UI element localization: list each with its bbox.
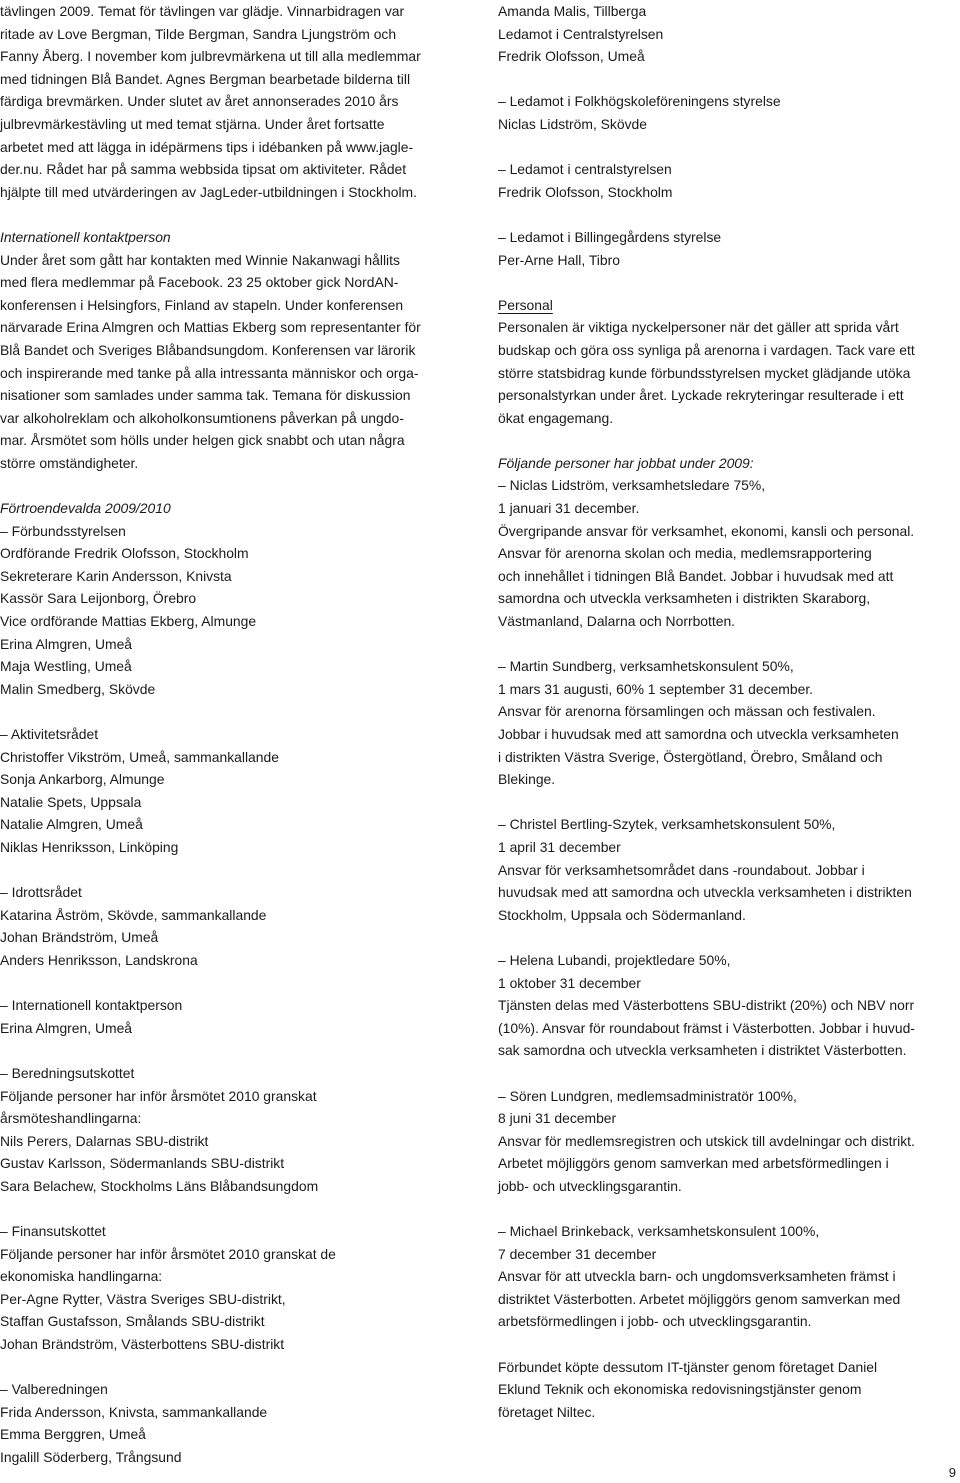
left-text-line: Vice ordförande Mattias Ekberg, Almunge [0, 613, 257, 630]
left-text-line: var alkoholreklam och alkoholkonsumtionens påverkan på ungdo- [0, 409, 404, 426]
left-text-line: Sara Belachew, Stockholms Läns Blåbandsungdom [0, 1177, 319, 1194]
left-text-line: julbrevmärkestävling ut med temat stjärna. Under året fortsatte [0, 115, 385, 132]
right-text-line: Arbetet möjliggörs genom samverkan med arbetsförmedlingen i [498, 1155, 889, 1172]
right-text-line: Förbundet köpte dessutom IT-tjänster genom företaget Daniel [498, 1358, 878, 1375]
left-text-line: Christoffer Vikström, Umeå, sammankallande [0, 748, 279, 765]
paragraph-gap [498, 1333, 960, 1356]
right-text-line: – Sören Lundgren, medlemsadministratör 100%, [498, 1087, 797, 1104]
right-text-line: Eklund Teknik och ekonomiska redovisningstjänster genom [498, 1381, 862, 1398]
right-text-line: Tjänsten delas med Västerbottens SBU-distrikt (20%) och NBV norr [498, 997, 915, 1014]
right-text-line: Ansvar för arenorna skolan och media, medlemsrapportering [498, 545, 872, 562]
left-text-line: Gustav Karlsson, Södermanlands SBU-distrikt [0, 1155, 285, 1172]
paragraph-gap [498, 926, 960, 949]
left-text-line: – Förbundsstyrelsen [0, 522, 126, 539]
left-text-line: Frida Andersson, Knivsta, sammankallande [0, 1403, 268, 1420]
right-text-line: Övergripande ansvar för verksamhet, ekonomi, kansli och personal. [498, 522, 915, 539]
paragraph-gap [0, 1039, 460, 1062]
right-text-line: arbetsförmedlingen i jobb- och utvecklingsgarantin. [498, 1313, 812, 1330]
left-text-line: – Beredningsutskottet [0, 1064, 135, 1081]
right-text-line: sak samordna och utveckla verksamheten i distriktet Västerbotten. [498, 1042, 907, 1059]
right-text-line: Ansvar för medlemsregistren och utskick till avdelningar och distrikt. [498, 1132, 915, 1149]
paragraph-gap [498, 271, 960, 294]
right-text-line: Jobbar i huvudsak med att samordna och utveckla verksamheten [498, 726, 899, 742]
right-text-line: i distrikten Västra Sverige, Östergötland, Örebro, Småland och [498, 748, 883, 765]
left-column [0, 0, 460, 1469]
right-text-line: Ansvar för att utveckla barn- och ungdomsverksamheten främst i [498, 1268, 896, 1285]
left-text-line: tävlingen 2009. Temat för tävlingen var glädje. Vinnarbidragen var [0, 3, 405, 19]
right-text-line: – Ledamot i Billingegårdens styrelse [498, 228, 722, 245]
paragraph-gap [498, 1062, 960, 1085]
right-text-line: Stockholm, Uppsala och Södermanland. [498, 906, 746, 923]
left-text-line: färdiga brevmärken. Under slutet av året annonserades 2010 års [0, 93, 399, 110]
paragraph-gap [498, 1197, 960, 1220]
left-text-line: och inspirerande med tanke på alla intressanta människor och orga- [0, 364, 419, 381]
right-text-line: Västmanland, Dalarna och Norrbotten. [498, 613, 736, 630]
right-text-line: 7 december 31 december [498, 1245, 657, 1262]
left-text-line: Följande personer har inför årsmötet 2010 granskat [0, 1087, 317, 1104]
left-text-line: – Finansutskottet [0, 1223, 106, 1240]
right-text-line: distriktet Västerbotten. Arbetet möjliggörs genom samverkan med [498, 1290, 901, 1307]
left-text-line: Johan Brändström, Umeå [0, 929, 159, 946]
paragraph-gap [0, 972, 460, 995]
right-text-line: – Michael Brinkeback, verksamhetskonsulent 100%, [498, 1223, 820, 1240]
right-text-line: Per-Arne Hall, Tibro [498, 251, 620, 268]
paragraph-gap [0, 203, 460, 226]
right-heading: Personal [498, 296, 553, 313]
paragraph-gap [0, 859, 460, 882]
right-text-line: 1 januari 31 december. [498, 500, 640, 517]
left-text-line: – Internationell kontaktperson [0, 997, 183, 1014]
right-column [498, 0, 960, 1423]
left-text-line: närvarade Erina Almgren och Mattias Ekberg som representanter för [0, 319, 421, 336]
right-text-line: – Martin Sundberg, verksamhetskonsulent 50%, [498, 658, 794, 675]
right-text-line: och innehållet i tidningen Blå Bandet. Jobbar i huvudsak med att [498, 567, 894, 584]
left-text-line: Ingalill Söderberg, Trångsund [0, 1449, 182, 1465]
left-text-line: Natalie Almgren, Umeå [0, 816, 143, 833]
left-text-line: Malin Smedberg, Skövde [0, 680, 156, 697]
right-text-line: 1 oktober 31 december [498, 974, 641, 991]
left-text-line: med tidningen Blå Bandet. Agnes Bergman bearbetade bilderna till [0, 70, 411, 87]
left-text-line: Fanny Åberg. I november kom julbrevmärkena ut till alla medlemmar [0, 48, 421, 65]
left-text-line: Niklas Henriksson, Linköping [0, 838, 179, 855]
left-text-line: nisationer som samlades under samma tak. Temana för diskussion [0, 387, 411, 404]
left-text-line: mar. Årsmötet som hölls under helgen gick snabbt och utan några [0, 432, 405, 449]
left-text-line: Katarina Åström, Skövde, sammankallande [0, 906, 267, 923]
right-text-line: Amanda Malis, Tillberga [498, 3, 647, 19]
left-text-line: Per-Agne Rytter, Västra Sveriges SBU-distrikt, [0, 1290, 286, 1307]
paragraph-gap [498, 429, 960, 452]
left-text-line: Kassör Sara Leijonborg, Örebro [0, 590, 197, 607]
left-heading: Internationell kontaktperson [0, 228, 171, 245]
right-text-line: företaget Niltec. [498, 1403, 596, 1420]
right-text-line: Niclas Lidström, Skövde [498, 115, 647, 132]
left-text-line: ekonomiska handlingarna: [0, 1268, 163, 1285]
right-text-line: samordna och utveckla verksamheten i distrikten Skaraborg, [498, 590, 871, 607]
right-text-line: personalstyrkan under året. Lyckade rekryteringar resulterade i ett [498, 387, 904, 404]
left-text-line: Sonja Ankarborg, Almunge [0, 771, 165, 788]
left-heading: Förtroendevalda 2009/2010 [0, 500, 171, 517]
paragraph-gap [0, 474, 460, 497]
left-text-line: – Aktivitetsrådet [0, 726, 99, 742]
left-text-line: Följande personer har inför årsmötet 2010 granskat de [0, 1245, 336, 1262]
left-text-line: Nils Perers, Dalarnas SBU-distrikt [0, 1132, 209, 1149]
left-text-line: – Valberedningen [0, 1381, 108, 1398]
right-text-line: större statsbidrag kunde förbundsstyrelsen mycket glädjande utöka [498, 364, 911, 381]
paragraph-gap [498, 791, 960, 814]
left-text-line: der.nu. Rådet har på samma webbsida tipsat om aktiviteter. Rådet [0, 161, 407, 178]
left-text-line: årsmöteshandlingarna: [0, 1110, 142, 1127]
right-text-line: Fredrik Olofsson, Stockholm [498, 183, 673, 200]
paragraph-gap [498, 633, 960, 656]
right-text-line: 8 juni 31 december [498, 1110, 617, 1127]
right-text-line: ökat engagemang. [498, 409, 614, 426]
right-text-line: huvudsak med att samordna och utveckla verksamheten i distrikten [498, 884, 912, 901]
left-text-line: – Idrottsrådet [0, 884, 82, 901]
left-text-line: Blå Bandet och Sveriges Blåbandsungdom. Konferensen var lärorik [0, 341, 416, 358]
left-text-line: Staffan Gustafsson, Smålands SBU-distrikt [0, 1313, 265, 1330]
paragraph-gap [0, 700, 460, 723]
right-text-line: – Ledamot i centralstyrelsen [498, 161, 672, 178]
left-text-line: Sekreterare Karin Andersson, Knivsta [0, 567, 232, 584]
right-text-line: – Helena Lubandi, projektledare 50%, [498, 951, 731, 968]
paragraph-gap [498, 203, 960, 226]
page-number: 9 [948, 1465, 956, 1480]
left-text-line: arbetet med att lägga in idépärmens tips i idébanken på www.jagle- [0, 138, 414, 155]
right-text-line: Ansvar för verksamhetsområdet dans -roundabout. Jobbar i [498, 861, 865, 878]
left-text-line: större omständigheter. [0, 454, 139, 471]
left-text-line: Ordförande Fredrik Olofsson, Stockholm [0, 545, 249, 562]
right-text-line: budskap och göra oss synliga på arenorna i vardagen. Tack vare ett [498, 341, 915, 358]
left-text-line: konferensen i Helsingfors, Finland av stapeln. Under konferensen [0, 296, 404, 313]
left-text-line: Johan Brändström, Västerbottens SBU-distrikt [0, 1336, 285, 1353]
left-text-line: Maja Westling, Umeå [0, 658, 132, 675]
paragraph-gap [498, 136, 960, 159]
paragraph-gap [0, 1356, 460, 1379]
right-text-line: (10%). Ansvar för roundabout främst i Västerbotten. Jobbar i huvud- [498, 1019, 915, 1036]
left-text-line: Erina Almgren, Umeå [0, 1019, 133, 1036]
right-text-line: jobb- och utvecklingsgarantin. [498, 1177, 682, 1194]
right-text-line: 1 mars 31 augusti, 60% 1 september 31 december. [498, 680, 814, 697]
right-text-line: Blekinge. [498, 771, 556, 788]
right-text-line: Ansvar för arenorna församlingen och mässan och festivalen. [498, 703, 876, 720]
left-text-line: ritade av Love Bergman, Tilde Bergman, Sandra Ljungström och [0, 25, 397, 42]
left-text-line: Under året som gått har kontakten med Winnie Nakanwagi hållits [0, 251, 400, 268]
right-text-line: 1 april 31 december [498, 838, 621, 855]
left-text-line: Emma Berggren, Umeå [0, 1426, 146, 1443]
right-text-line: – Niclas Lidström, verksamhetsledare 75%, [498, 477, 766, 494]
right-heading: Följande personer har jobbat under 2009: [498, 454, 754, 471]
left-text-line: Erina Almgren, Umeå [0, 635, 133, 652]
left-text-line: med flera medlemmar på Facebook. 23 25 oktober gick NordAN- [0, 274, 399, 291]
paragraph-gap [498, 68, 960, 91]
right-text-line: Ledamot i Centralstyrelsen [498, 25, 664, 42]
right-text-line: Fredrik Olofsson, Umeå [498, 48, 645, 65]
right-text-line: Personalen är viktiga nyckelpersoner när det gäller att sprida vårt [498, 319, 899, 336]
left-text-line: Anders Henriksson, Landskrona [0, 951, 198, 968]
paragraph-gap [0, 1197, 460, 1220]
right-text-line: – Ledamot i Folkhögskoleföreningens styrelse [498, 93, 781, 110]
right-text-line: – Christel Bertling-Szytek, verksamhetskonsulent 50%, [498, 816, 836, 833]
left-text-line: Natalie Spets, Uppsala [0, 793, 142, 810]
left-text-line: hjälpte till med utvärderingen av JagLeder-utbildningen i Stockholm. [0, 183, 417, 200]
